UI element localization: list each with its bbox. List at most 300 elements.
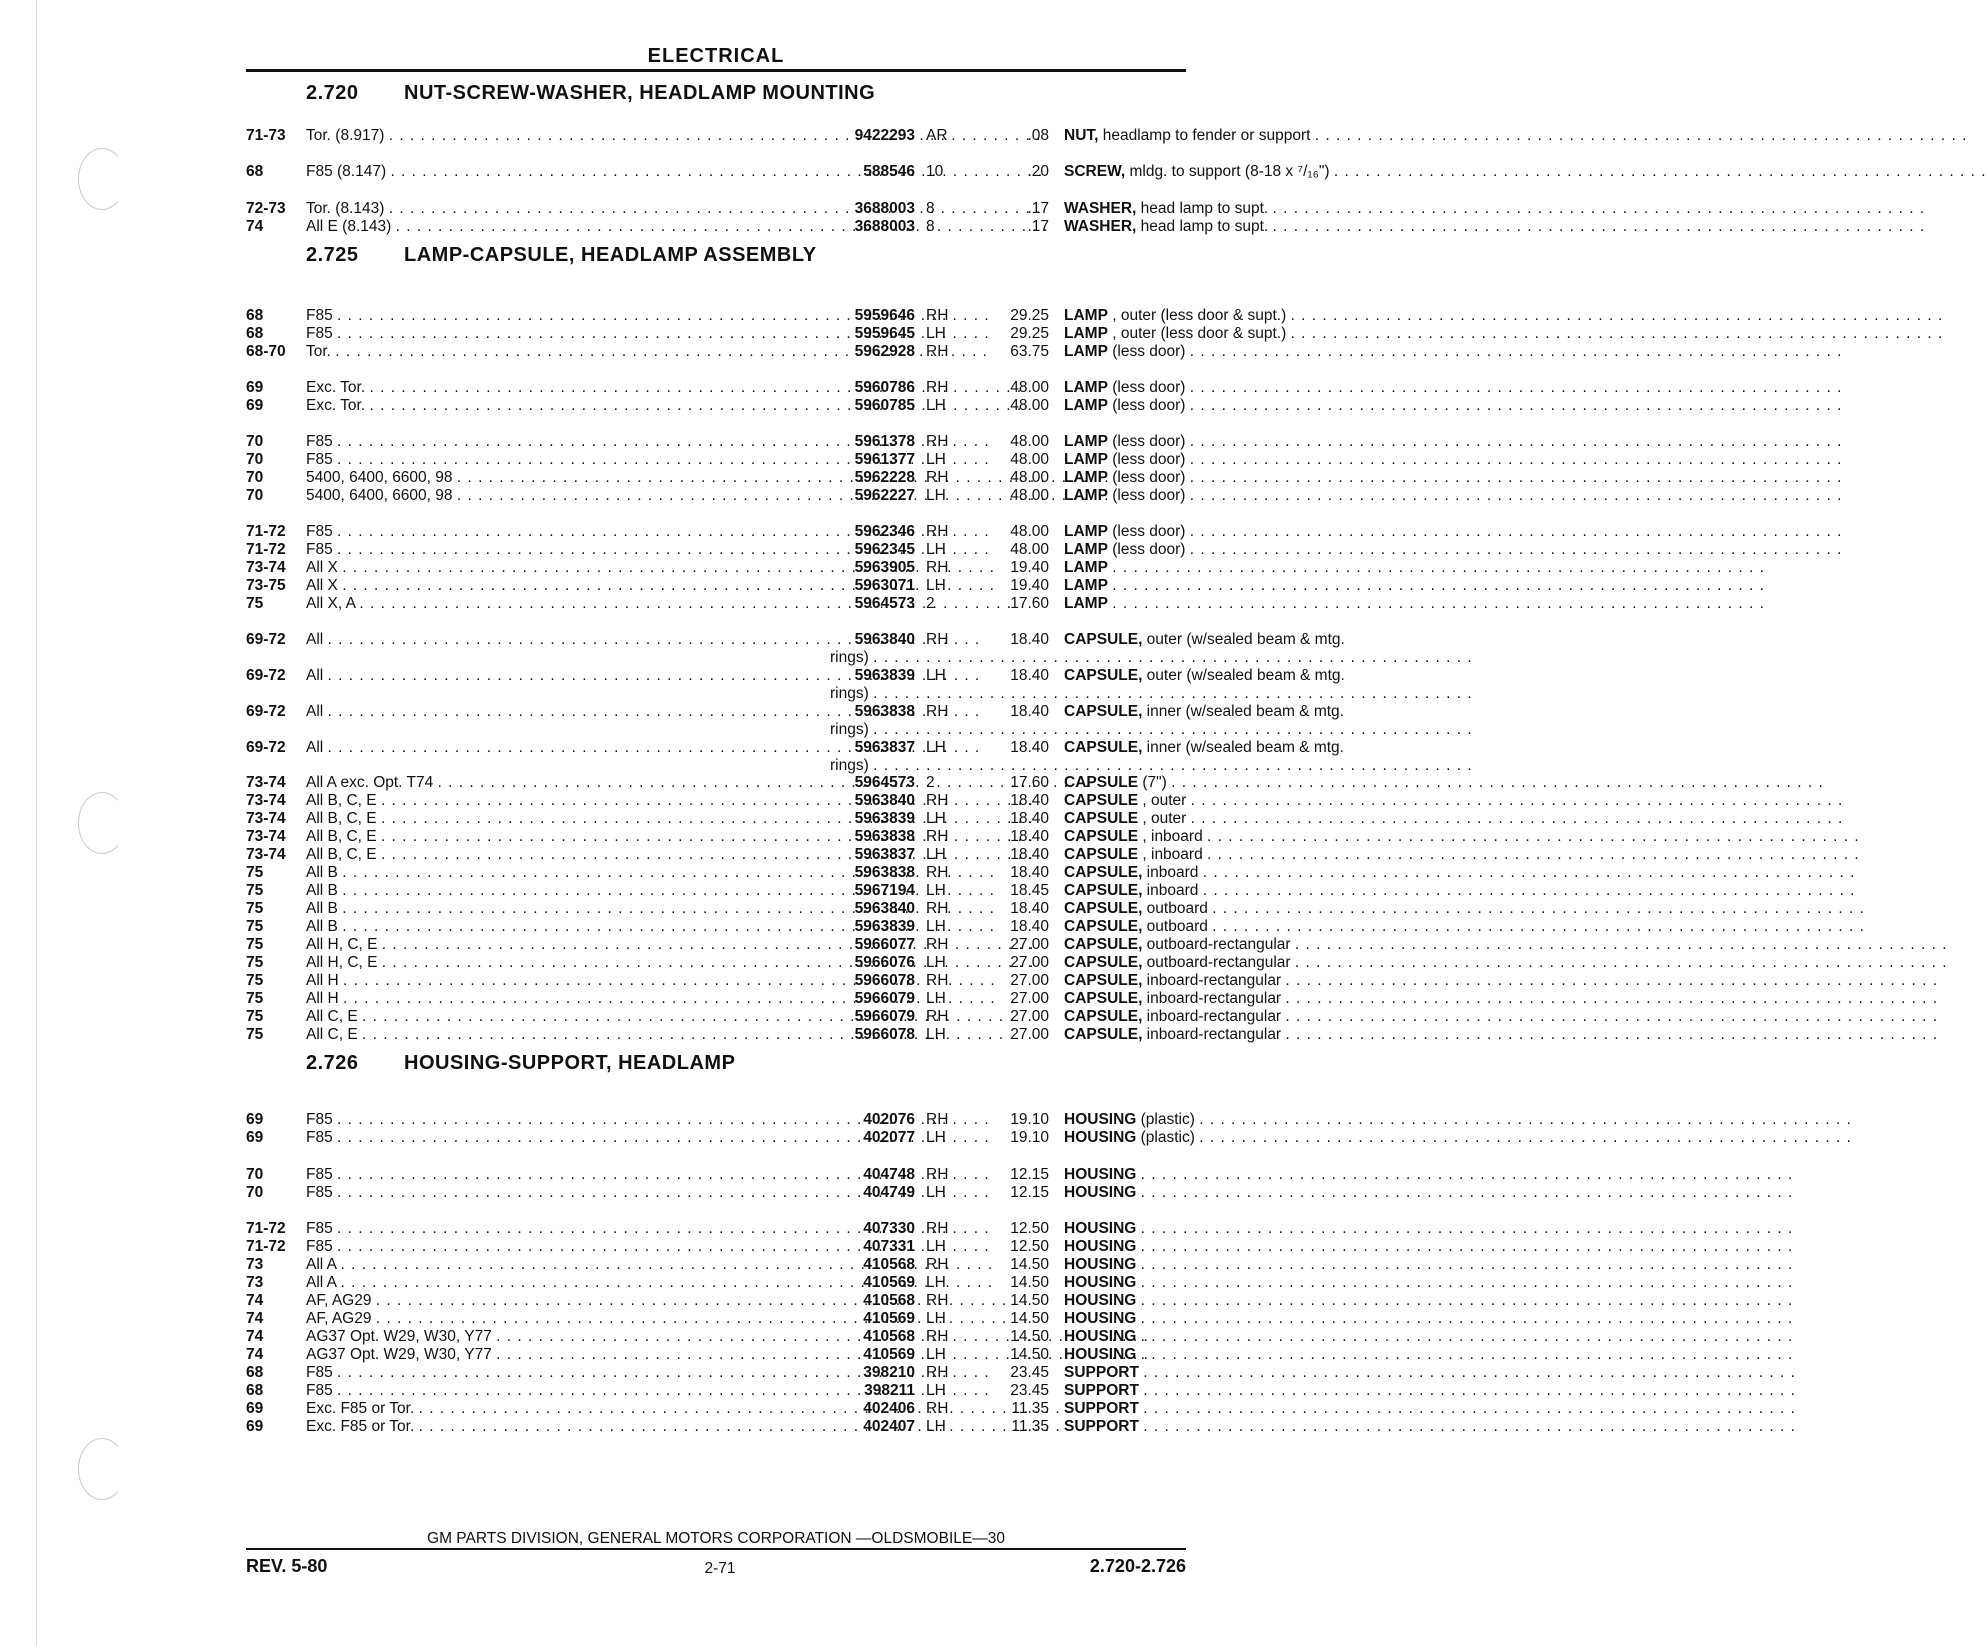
description-keyword: HOUSING [1064,1184,1137,1201]
parts-row [246,199,1273,219]
description: WASHER, head lamp to supt. . . . [1064,217,1436,237]
quantity: 8 [926,200,935,217]
application: All B . . . [306,863,816,883]
model-year: 68 [246,1364,264,1381]
application: F85 . . . [306,1128,816,1148]
punch-hole-top [78,148,126,210]
model-year: 75 [246,954,264,971]
quantity: LH [926,451,946,468]
section-heading: NUT-SCREW-WASHER, HEADLAMP MOUNTING [404,82,876,104]
quantity: LH [926,1346,946,1363]
description-keyword: CAPSULE, [1064,936,1143,953]
quantity: LH [926,1238,946,1255]
part-number: 5966077 [854,936,915,953]
quantity: LH [926,954,946,971]
description-keyword: LAMP [1064,487,1108,504]
description-keyword: HOUSING [1064,1310,1137,1327]
description [1064,1399,1436,1419]
application: All X, A . . . [306,594,816,614]
price: 27.00 [1010,1008,1049,1025]
application: F85 . . . [306,1237,816,1257]
description [1064,1273,1436,1293]
quantity: 2 [926,595,935,612]
application: AF, AG29 . . . [306,1291,816,1311]
model-year: 71-72 [246,1238,286,1255]
model-year: 68 [246,1382,264,1399]
quantity: LH [926,918,946,935]
quantity: 10 [926,163,944,180]
part-number: 410568 [863,1328,915,1345]
description: CAPSULE , outer . . . [1064,791,1436,811]
quantity: RH [926,1292,949,1309]
price: 11.35 [1011,1418,1049,1435]
part-number: 407330 [863,1220,915,1237]
price: .17 [1027,200,1049,217]
description: NUT, headlamp to fender or support . . . [1064,126,1436,146]
price: 63.75 [1010,343,1049,360]
model-year: 69-72 [246,703,286,720]
quantity: RH [926,1400,949,1417]
application: All E (8.143) . . . [306,217,816,237]
description [1064,1363,1436,1383]
model-year: 75 [246,595,264,612]
description: LAMP (less door) . . . [1064,342,1436,362]
description-keyword: CAPSULE, [1064,739,1143,756]
model-year: 73 [246,1256,264,1273]
parts-row [246,881,1203,901]
application: F85 . . . [306,450,816,470]
description: SCREW, mldg. to support (8-18 x ⁷/₁₆") . . . [1064,162,1436,182]
description-continuation: rings) . . . [818,756,1190,776]
price: 18.40 [1010,739,1049,756]
model-year: 75 [246,864,264,881]
model-year: 68 [246,325,264,342]
model-year: 73-74 [246,810,286,827]
application: F85 . . . [306,1381,816,1401]
description-keyword: HOUSING [1064,1129,1137,1146]
model-year: 75 [246,882,264,899]
quantity: RH [926,792,949,809]
model-year: 70 [246,487,264,504]
description: WASHER, head lamp to supt. . . . [1064,199,1436,219]
part-number: 404748 [863,1166,915,1183]
application: Tor. (8.143) . . . [306,199,816,219]
price: 18.40 [1010,703,1049,720]
description: CAPSULE, inner (w/sealed beam & mtg. [1064,703,1344,720]
application: All B, C, E . . . [306,845,816,865]
price: 12.15 [1010,1184,1049,1201]
part-number: 3688003 [854,218,915,235]
price: 29.25 [1010,325,1049,342]
part-number: 5963838 [854,864,915,881]
application: All H . . . [306,989,816,1009]
description: CAPSULE, outboard-rectangular . . . [1064,935,1436,955]
application: All B, C, E . . . [306,809,816,829]
description-continuation: rings) . . . [818,684,1190,704]
description: LAMP (less door) . . . [1064,486,1436,506]
description: LAMP (less door) . . . [1064,450,1436,470]
quantity: AR [926,127,948,144]
application: All A . . . [306,1255,816,1275]
application: All A exc. Opt. T74 . . . [306,773,816,793]
part-number: 5961378 [854,433,915,450]
parts-row [246,1165,1186,1185]
parts-row [246,1381,1186,1401]
parts-row [246,1110,1200,1130]
application: F85 . . . [306,1219,816,1239]
parts-row [246,217,1273,237]
parts-row [246,540,1190,560]
parts-row [246,468,1190,488]
parts-row [246,594,1186,614]
application: 5400, 6400, 6600, 98 . . . [306,468,816,488]
description-keyword: LAMP [1064,469,1108,486]
description-keyword: HOUSING [1064,1220,1137,1237]
price: 27.00 [1010,1026,1049,1043]
description: CAPSULE, outer (w/sealed beam & mtg. [1064,667,1345,684]
application: All B, C, E . . . [306,791,816,811]
quantity: LH [926,577,946,594]
parts-row [246,1345,1186,1365]
description: CAPSULE , inboard . . . [1064,827,1436,847]
application: AF, AG29 . . . [306,1309,816,1329]
description-keyword: CAPSULE, [1064,972,1143,989]
parts-row [246,1219,1186,1239]
price: 23.45 [1010,1364,1049,1381]
description-keyword: LAMP [1064,559,1108,576]
description [1064,576,1436,596]
parts-row [246,1128,1200,1148]
model-year: 73-74 [246,792,286,809]
footer-publisher [246,1530,1186,1548]
section-number: 2.725 [306,244,359,266]
description: CAPSULE, outer (w/sealed beam & mtg. [1064,631,1345,648]
price: 18.40 [1010,792,1049,809]
description-keyword: SCREW, [1064,163,1126,180]
description-keyword: LAMP [1064,577,1108,594]
description: LAMP (less door) . . . [1064,522,1436,542]
model-year: 68-70 [246,343,286,360]
price: 18.45 [1010,882,1049,899]
part-number: 5963840 [854,900,915,917]
price: 19.40 [1010,559,1049,576]
description: CAPSULE , inboard . . . [1064,845,1436,865]
parts-row [246,827,1208,847]
description: LAMP (less door) . . . [1064,540,1436,560]
parts-row [246,558,1186,578]
parts-row [246,1273,1186,1293]
model-year: 70 [246,1166,264,1183]
description-keyword: CAPSULE [1064,810,1139,827]
parts-row [246,666,1345,686]
quantity: LH [926,1418,946,1435]
model-year: 73-74 [246,846,286,863]
model-year: 69-72 [246,667,286,684]
price: 11.35 [1011,1400,1049,1417]
quantity: RH [926,1008,949,1025]
model-year: 69 [246,379,264,396]
part-number: 402406 [863,1400,915,1417]
description: CAPSULE, inboard-rectangular . . . [1064,971,1436,991]
parts-row [246,1309,1186,1329]
description: LAMP , outer (less door & supt.) . . . [1064,306,1436,326]
part-number: 402076 [863,1111,915,1128]
model-year: 69 [246,1129,264,1146]
price: 48.00 [1010,397,1049,414]
application: All X . . . [306,558,816,578]
price: 18.40 [1010,667,1049,684]
model-year: 72-73 [246,200,286,217]
model-year: 74 [246,1328,264,1345]
part-number: 5966078 [854,972,915,989]
price: 12.15 [1010,1166,1049,1183]
quantity: RH [926,559,949,576]
quantity: RH [926,900,949,917]
parts-row [246,450,1190,470]
price: 48.00 [1010,451,1049,468]
price: .20 [1027,163,1049,180]
description-keyword: HOUSING [1064,1111,1137,1128]
description-keyword: LAMP [1064,451,1108,468]
quantity: RH [926,936,949,953]
description [1064,1255,1436,1275]
description-keyword: CAPSULE, [1064,900,1143,917]
model-year: 70 [246,469,264,486]
part-number: 398210 [863,1364,915,1381]
description: CAPSULE, outboard-rectangular . . . [1064,953,1436,973]
parts-row [246,396,1190,416]
description: CAPSULE , outer . . . [1064,809,1436,829]
parts-row [246,342,1190,362]
parts-row [246,126,1315,146]
quantity: 8 [926,218,935,235]
application: All H, C, E . . . [306,953,816,973]
description: CAPSULE, inboard . . . [1064,881,1436,901]
application: All H . . . [306,971,816,991]
price: 48.00 [1010,469,1049,486]
model-year: 74 [246,1346,264,1363]
description-keyword: WASHER, [1064,218,1137,235]
quantity: LH [926,487,946,504]
model-year: 68 [246,307,264,324]
price: 12.50 [1010,1220,1049,1237]
price: 18.40 [1010,846,1049,863]
price: 27.00 [1010,936,1049,953]
quantity: RH [926,1328,949,1345]
quantity: LH [926,667,946,684]
part-number: 5966079 [854,990,915,1007]
price: 18.40 [1010,631,1049,648]
parts-row [246,1327,1186,1347]
parts-row [246,378,1190,398]
part-number: 5966076 [854,954,915,971]
model-year: 70 [246,1184,264,1201]
part-number: 5961377 [854,451,915,468]
page-header-title: ELECTRICAL [647,45,785,67]
part-number: 5967194 [854,882,915,899]
application: All H, C, E . . . [306,935,816,955]
parts-row [246,738,1344,758]
description-continuation: rings) . . . [818,720,1190,740]
price: 18.40 [1010,864,1049,881]
parts-row [246,306,1291,326]
description: CAPSULE, inboard-rectangular . . . [1064,989,1436,1009]
price: .08 [1027,127,1049,144]
page-number: 2-71 [704,1560,736,1577]
quantity: RH [926,433,949,450]
binder-margin-line [36,0,37,1646]
parts-row [246,162,1334,182]
parts-row [246,1399,1186,1419]
price: 14.50 [1010,1328,1049,1345]
description-keyword: LAMP [1064,343,1108,360]
quantity: 2 [926,774,935,791]
parts-row [246,324,1291,344]
quantity: RH [926,828,949,845]
description-keyword: CAPSULE, [1064,631,1143,648]
price: 18.40 [1010,918,1049,935]
quantity: RH [926,1256,949,1273]
description [1064,1219,1436,1239]
description-keyword: CAPSULE, [1064,990,1143,1007]
application: AG37 Opt. W29, W30, Y77 . . . [306,1345,816,1365]
price: 18.40 [1010,828,1049,845]
section-range: 2.720-2.726 [1089,1556,1186,1576]
quantity: LH [926,739,946,756]
quantity: LH [926,1382,946,1399]
model-year: 69-72 [246,631,286,648]
price: 27.00 [1010,972,1049,989]
description-keyword: CAPSULE [1064,792,1139,809]
part-number: 5960785 [854,397,915,414]
quantity: LH [926,325,946,342]
parts-row [246,845,1208,865]
description [1064,1417,1436,1437]
revision-label: REV. 5-80 [246,1556,328,1576]
description-keyword: CAPSULE [1064,828,1139,845]
quantity: RH [926,1364,949,1381]
model-year: 75 [246,900,264,917]
application: All B . . . [306,917,816,937]
parts-row [246,1417,1186,1437]
description-keyword: HOUSING [1064,1238,1137,1255]
application: All B, C, E . . . [306,827,816,847]
model-year: 75 [246,972,264,989]
parts-row [246,1255,1186,1275]
description-keyword: LAMP [1064,397,1108,414]
parts-row [246,971,1286,991]
part-number: 3688003 [854,200,915,217]
description-keyword: CAPSULE, [1064,1008,1143,1025]
description [1064,1381,1436,1401]
application: F85 . . . [306,1110,816,1130]
part-number: 5963837 [854,846,915,863]
part-number: 5964573 [854,595,915,612]
description: CAPSULE, inboard-rectangular . . . [1064,1025,1436,1045]
quantity: LH [926,990,946,1007]
application: Exc. F85 or Tor. . . . [306,1399,816,1419]
description-keyword: CAPSULE, [1064,882,1143,899]
quantity: LH [926,1310,946,1327]
part-number: 402407 [863,1418,915,1435]
quantity: RH [926,1166,949,1183]
description: LAMP (less door) . . . [1064,432,1436,452]
part-number: 5962345 [854,541,915,558]
price: 17.60 [1010,774,1049,791]
parts-row [246,1183,1186,1203]
description-keyword: SUPPORT [1064,1400,1139,1417]
price: 12.50 [1010,1238,1049,1255]
description [1064,558,1436,578]
description [1064,1309,1436,1329]
section-title [306,1052,735,1075]
section-number: 2.720 [306,82,359,104]
parts-row [246,1025,1286,1045]
parts-row [246,989,1286,1009]
part-number: 410569 [863,1310,915,1327]
description-keyword: HOUSING [1064,1256,1137,1273]
model-year: 70 [246,433,264,450]
application: F85 (8.147) . . . [306,162,816,182]
description: CAPSULE, inboard . . . [1064,863,1436,883]
part-number: 410569 [863,1274,915,1291]
description: CAPSULE, inboard-rectangular . . . [1064,1007,1436,1027]
application: Tor. (8.917) . . . [306,126,816,146]
part-number: 5963840 [854,631,915,648]
model-year: 73 [246,1274,264,1291]
model-year: 68 [246,163,264,180]
parts-row [246,1291,1186,1311]
application: All . . . [306,702,816,722]
description-keyword: LAMP [1064,433,1108,450]
part-number: 398211 [864,1382,915,1399]
quantity: RH [926,972,949,989]
model-year: 74 [246,1292,264,1309]
price: 17.60 [1010,595,1049,612]
price: 48.00 [1010,379,1049,396]
price: 29.25 [1010,307,1049,324]
parts-row [246,809,1191,829]
parts-row [246,1007,1286,1027]
parts-row [246,953,1295,973]
application: F85 . . . [306,1165,816,1185]
description-keyword: CAPSULE, [1064,703,1143,720]
description-keyword: CAPSULE, [1064,918,1143,935]
parts-row [246,522,1190,542]
description-keyword: HOUSING [1064,1274,1137,1291]
model-year: 74 [246,218,264,235]
part-number: 402077 [863,1129,915,1146]
application: F85 . . . [306,1183,816,1203]
application: All B . . . [306,899,816,919]
part-number: 5960786 [854,379,915,396]
application: Exc. Tor. . . . [306,396,816,416]
description-keyword: LAMP [1064,325,1108,342]
description: LAMP (less door) . . . [1064,378,1436,398]
price: 14.50 [1010,1274,1049,1291]
parts-row [246,432,1190,452]
section-number: 2.726 [306,1052,359,1074]
price: 14.50 [1010,1292,1049,1309]
application: AG37 Opt. W29, W30, Y77 . . . [306,1327,816,1347]
quantity: RH [926,343,949,360]
application: F85 . . . [306,324,816,344]
application: All X . . . [306,576,816,596]
description: HOUSING (plastic) . . . [1064,1128,1436,1148]
application: Exc. F85 or Tor. . . . [306,1417,816,1437]
part-number: 5963839 [854,918,915,935]
application: All . . . [306,666,816,686]
